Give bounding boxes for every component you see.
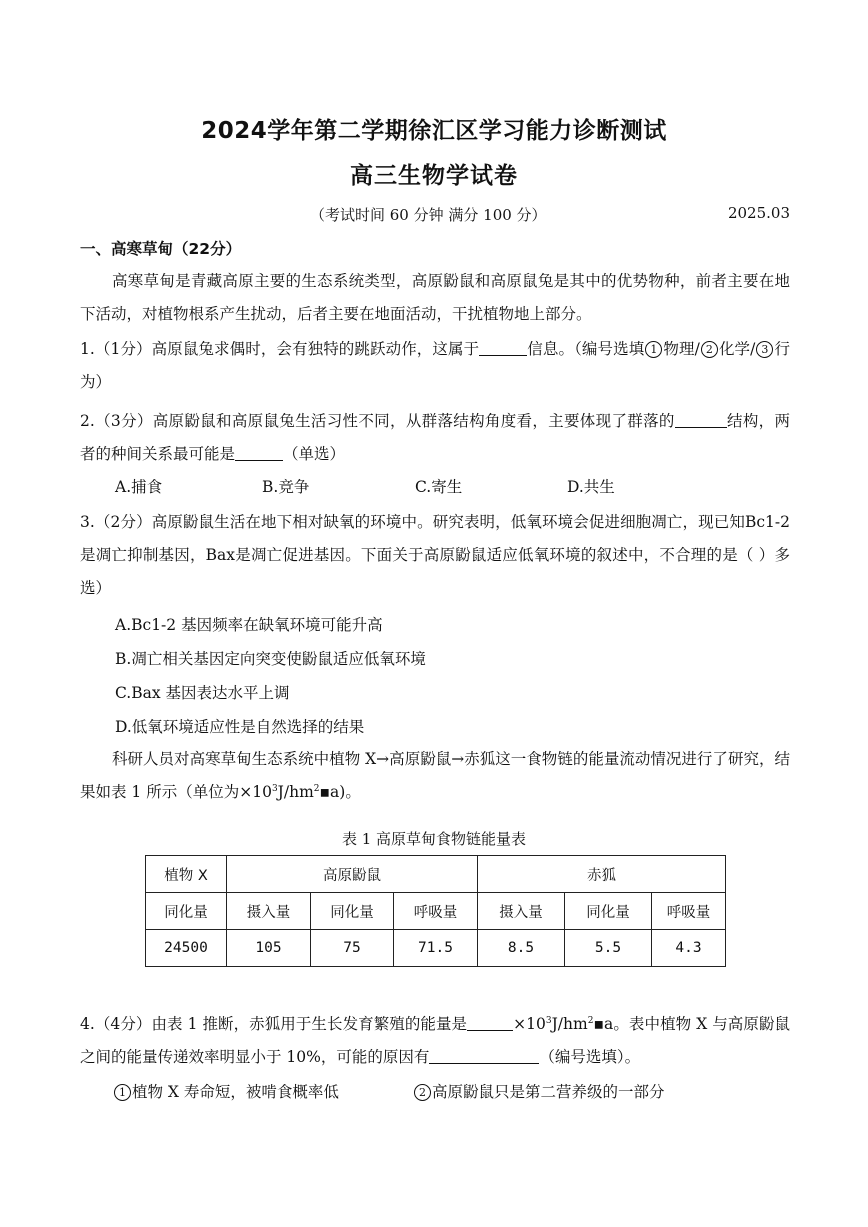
table-subheader-cell: 摄入量 xyxy=(478,893,565,930)
q2-blank-1 xyxy=(675,412,727,428)
exam-title: 2024学年第二学期徐汇区学习能力诊断测试 xyxy=(201,118,667,144)
exam-date: 2025.03 xyxy=(727,204,790,222)
circled-number-3: 3 xyxy=(756,341,773,358)
table-cell: 5.5 xyxy=(565,930,652,967)
section-intro: 高寒草甸是青藏高原主要的生态系统类型，高原鼢鼠和高原鼠兔是其中的优势物种，前者主要在地下活动，对植物根系产生扰动，后者主要在地面活动，干扰植物地上部分。 xyxy=(80,272,790,323)
section-heading: 一、高寒草甸（22分） xyxy=(80,240,242,258)
exam-subtitle: 高三生物学试卷 xyxy=(350,163,518,189)
q4-text-a: 4.（4分）由表 1 推断，赤狐用于生长发育繁殖的能量是 xyxy=(80,1015,468,1033)
table-header-cell: 赤狐 xyxy=(478,856,726,893)
q2-option-b: B.竞争 xyxy=(262,478,310,496)
q1-option-1: 物理/ xyxy=(663,340,700,358)
question-1 xyxy=(80,333,790,399)
table-cell: 75 xyxy=(311,930,394,967)
q4-blank-1 xyxy=(467,1015,513,1031)
q3-option-c: C.Bax 基因表达水平上调 xyxy=(115,684,290,702)
research-end: ▪a)。 xyxy=(319,783,361,801)
q4-text-c: J/hm xyxy=(551,1015,588,1033)
q2-text-a: 2.（3分）高原鼢鼠和高原鼠兔生活习性不同，从群落结构角度看，主要体现了群落的 xyxy=(80,412,675,430)
table-caption: 表 1 高原草甸食物链能量表 xyxy=(341,830,527,848)
research-exponent-2: 2 xyxy=(313,783,320,794)
table-subheader-cell: 呼吸量 xyxy=(652,893,726,930)
table-cell: 105 xyxy=(227,930,311,967)
q1-option-3: 行为） xyxy=(80,340,790,391)
research-paragraph xyxy=(80,743,790,809)
q2-option-c: C.寄生 xyxy=(415,478,463,496)
circled-number-2: 2 xyxy=(414,1084,431,1101)
q4-exponent: 3 xyxy=(545,1015,552,1026)
q4-blank-2 xyxy=(429,1048,539,1064)
q2-text-c: （单选） xyxy=(283,445,346,463)
research-text: 科研人员对高寒草甸生态系统中植物 X→高原鼢鼠→赤狐这一食物链的能量流动情况进行了研究，结果如表 1 所示（单位为×10 xyxy=(80,750,790,801)
q4-option-2 xyxy=(413,1080,665,1102)
q2-option-d: D.共生 xyxy=(567,478,615,496)
q4-text-b: ×10 xyxy=(513,1015,546,1033)
table-cell: 8.5 xyxy=(478,930,565,967)
table-header-row xyxy=(146,856,726,893)
q2-option-a: A.捕食 xyxy=(115,478,163,496)
circled-number-1: 1 xyxy=(114,1084,131,1101)
q1-text-b: 信息。（编号选填 xyxy=(527,340,645,358)
q2-blank-2 xyxy=(235,445,283,461)
table-cell: 71.5 xyxy=(394,930,478,967)
question-4 xyxy=(80,1008,790,1074)
q4-option-1-text: 植物 X 寿命短，被啃食概率低 xyxy=(132,1083,339,1101)
table-cell: 24500 xyxy=(146,930,227,967)
q1-option-2: 化学/ xyxy=(718,340,756,358)
table-subheader-cell: 呼吸量 xyxy=(394,893,478,930)
circled-number-2: 2 xyxy=(701,341,718,358)
q4-option-2-text: 高原鼢鼠只是第二营养级的一部分 xyxy=(432,1083,665,1101)
q4-option-1 xyxy=(113,1080,339,1102)
question-3: 3.（2分）高原鼢鼠生活在地下相对缺氧的环境中。研究表明，低氧环境会促进细胞凋亡，现已知Bc1-2是凋亡抑制基因，Bax是凋亡促进基因。下面关于高原鼢鼠适应低氧环境的叙述中，不合理的是（ ）多选） xyxy=(80,513,790,597)
q3-option-b: B.凋亡相关基因定向突变使鼢鼠适应低氧环境 xyxy=(115,650,426,668)
table-header-cell: 高原鼢鼠 xyxy=(227,856,478,893)
q2-text-b: 结构，两者的种间关系最可能是 xyxy=(80,412,790,463)
q1-text-a: 1.（1分）高原鼠兔求偶时，会有独特的跳跃动作，这属于 xyxy=(80,340,480,358)
q4-text-e: （编号选填）。 xyxy=(539,1048,641,1066)
q3-option-d: D.低氧环境适应性是自然选择的结果 xyxy=(115,718,365,736)
table-subheader-cell: 摄入量 xyxy=(227,893,311,930)
circled-number-1: 1 xyxy=(645,341,662,358)
q3-option-a: A.Bc1-2 基因频率在缺氧环境可能升高 xyxy=(115,616,383,634)
question-2 xyxy=(80,405,790,471)
table-header-cell: 植物 X xyxy=(146,856,227,893)
q4-text-d: ▪a。表中植物 X 与高原鼢鼠之间的能量传递效率明显小于 10%，可能的原因有 xyxy=(80,1015,790,1066)
q4-exponent-2: 2 xyxy=(587,1015,594,1026)
table-subheader-cell: 同化量 xyxy=(311,893,394,930)
research-exponent: 3 xyxy=(271,783,278,794)
exam-info: （考试时间 60 分钟 满分 100 分） xyxy=(310,206,547,224)
table-subheader-cell: 同化量 xyxy=(565,893,652,930)
table-row xyxy=(146,930,726,967)
table-cell: 4.3 xyxy=(652,930,726,967)
energy-table xyxy=(145,855,726,967)
table-subheader-row xyxy=(146,893,726,930)
q1-blank xyxy=(479,340,527,356)
research-unit: J/hm xyxy=(277,783,314,801)
table-subheader-cell: 同化量 xyxy=(146,893,227,930)
